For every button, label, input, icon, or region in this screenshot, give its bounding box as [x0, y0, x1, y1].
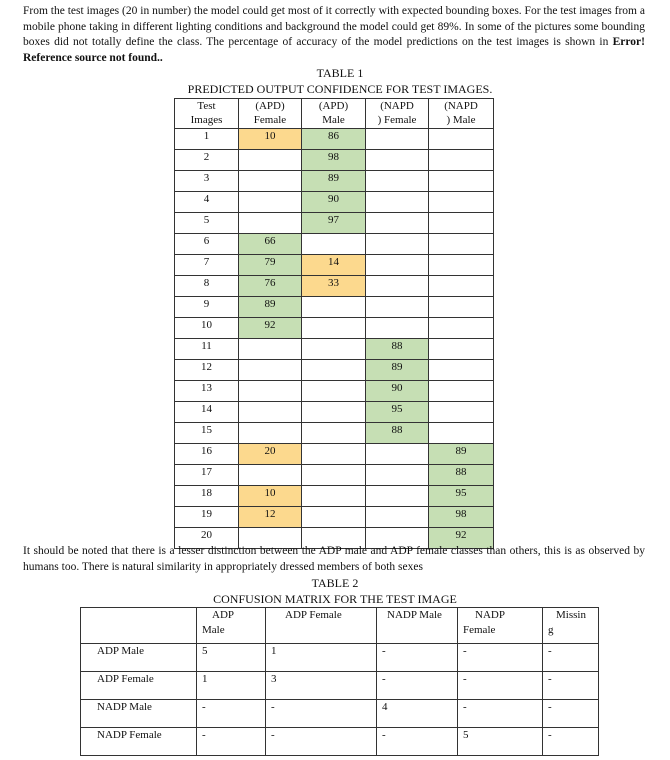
- cell-apd-female: 92: [239, 318, 302, 339]
- cell-apd-male: [302, 465, 366, 486]
- confidence-row: [175, 507, 494, 528]
- cell-test-image: 18: [175, 486, 239, 507]
- cell-napd-male: [429, 381, 494, 402]
- cell-napd-male: [429, 276, 494, 297]
- cell-napd-male: [429, 171, 494, 192]
- confidence-row: [175, 297, 494, 318]
- cell-test-image: 1: [175, 129, 239, 150]
- cell-adp-male: 5: [197, 644, 266, 672]
- cell-napd-female: [366, 255, 429, 276]
- cell-test-image: 8: [175, 276, 239, 297]
- cell-test-image: 12: [175, 360, 239, 381]
- table1-label: TABLE 1: [316, 66, 364, 80]
- confidence-row: [175, 276, 494, 297]
- cell-apd-male: 33: [302, 276, 366, 297]
- cell-adp-female: 1: [266, 644, 377, 672]
- cell-adp-male: 1: [197, 672, 266, 700]
- header-nadp-male: NADP Male: [377, 608, 458, 644]
- cell-apd-female: [239, 213, 302, 234]
- cell-napd-male: [429, 234, 494, 255]
- confusion-row: [81, 672, 599, 700]
- cell-apd-male: [302, 486, 366, 507]
- cell-apd-male: [302, 318, 366, 339]
- cell-apd-male: [302, 507, 366, 528]
- confidence-row: [175, 255, 494, 276]
- cell-test-image: 17: [175, 465, 239, 486]
- confidence-row: [175, 192, 494, 213]
- cell-apd-female: 66: [239, 234, 302, 255]
- cell-nadp-male: -: [377, 672, 458, 700]
- cell-napd-male: [429, 150, 494, 171]
- cell-apd-male: [302, 444, 366, 465]
- confidence-row: [175, 444, 494, 465]
- cell-napd-female: [366, 486, 429, 507]
- table2-label: TABLE 2: [311, 576, 359, 590]
- cell-apd-female: [239, 360, 302, 381]
- cell-apd-female: 10: [239, 129, 302, 150]
- cell-apd-female: 20: [239, 444, 302, 465]
- cell-test-image: 6: [175, 234, 239, 255]
- confusion-header-row: [81, 608, 599, 644]
- cell-test-image: 4: [175, 192, 239, 213]
- table2-title: CONFUSION MATRIX FOR THE TEST IMAGE: [213, 592, 457, 606]
- confidence-row: [175, 171, 494, 192]
- confidence-row: [175, 423, 494, 444]
- cell-test-image: 19: [175, 507, 239, 528]
- header-missing: Missin g: [543, 608, 599, 644]
- cell-apd-male: [302, 381, 366, 402]
- confidence-row: [175, 381, 494, 402]
- cell-apd-female: [239, 339, 302, 360]
- cell-apd-male: 14: [302, 255, 366, 276]
- cell-missing: -: [543, 644, 599, 672]
- confidence-row: [175, 318, 494, 339]
- cell-napd-male: [429, 192, 494, 213]
- cell-apd-male: [302, 297, 366, 318]
- cell-test-image: 3: [175, 171, 239, 192]
- confusion-row-label: NADP Female: [81, 728, 197, 756]
- confidence-row: [175, 402, 494, 423]
- cell-nadp-female: -: [458, 644, 543, 672]
- cell-apd-female: [239, 402, 302, 423]
- cell-apd-male: 86: [302, 129, 366, 150]
- header-apd-male: (APD) Male: [302, 99, 366, 129]
- confidence-row: [175, 360, 494, 381]
- confusion-row: [81, 644, 599, 672]
- cell-napd-female: [366, 276, 429, 297]
- cell-apd-female: 89: [239, 297, 302, 318]
- cell-adp-male: -: [197, 700, 266, 728]
- confusion-matrix-table: [80, 607, 599, 756]
- table1-title: PREDICTED OUTPUT CONFIDENCE FOR TEST IMAGES.: [187, 82, 493, 96]
- confusion-row-label: NADP Male: [81, 700, 197, 728]
- confidence-row: [175, 486, 494, 507]
- cell-missing: -: [543, 672, 599, 700]
- header-blank: [81, 608, 197, 644]
- cell-apd-male: [302, 402, 366, 423]
- cell-apd-female: 10: [239, 486, 302, 507]
- cell-napd-male: 92: [429, 528, 494, 549]
- cell-apd-female: [239, 381, 302, 402]
- cell-napd-female: 95: [366, 402, 429, 423]
- cell-apd-female: [239, 192, 302, 213]
- cell-nadp-male: 4: [377, 700, 458, 728]
- confidence-row: [175, 150, 494, 171]
- cell-adp-male: -: [197, 728, 266, 756]
- cell-test-image: 5: [175, 213, 239, 234]
- cell-test-image: 16: [175, 444, 239, 465]
- cell-napd-male: [429, 360, 494, 381]
- cell-nadp-female: -: [458, 672, 543, 700]
- cell-apd-male: 97: [302, 213, 366, 234]
- cell-apd-male: [302, 339, 366, 360]
- header-napd-male: (NAPD ) Male: [429, 99, 494, 129]
- header-adp-female: ADP Female: [266, 608, 377, 644]
- header-test-images: Test Images: [175, 99, 239, 129]
- cell-napd-female: [366, 129, 429, 150]
- cell-napd-female: 88: [366, 339, 429, 360]
- intro-end: .: [159, 51, 163, 64]
- cell-test-image: 10: [175, 318, 239, 339]
- cell-apd-male: 98: [302, 150, 366, 171]
- intro-text: From the test images (20 in number) the model could get most of it correctly with expected bounding boxes. For the test images from a mobile phone taking in different lighting conditions and background the model could get 89%. In some of the pictures some bounding boxes did not totally define the class. The percentage of accuracy of the model predictions on the test images is shown in: [23, 5, 645, 48]
- cell-napd-male: 88: [429, 465, 494, 486]
- cell-napd-female: [366, 318, 429, 339]
- confidence-table: [174, 98, 494, 549]
- cell-napd-female: [366, 297, 429, 318]
- cell-adp-female: -: [266, 700, 377, 728]
- confusion-row: [81, 728, 599, 756]
- confidence-row: [175, 234, 494, 255]
- header-adp-male: ADP Male: [197, 608, 266, 644]
- cell-napd-female: [366, 465, 429, 486]
- cell-test-image: 13: [175, 381, 239, 402]
- cell-test-image: 20: [175, 528, 239, 549]
- reference-error: Error! Reference source not found.: [23, 36, 645, 64]
- header-nadp-female: NADP Female: [458, 608, 543, 644]
- note-paragraph: It should be noted that there is a lesser distinction between the ADP male and ADP female classes than others, this is as observed by humans too. There is natural similarity in appropriately dressed members of both sexes: [23, 545, 645, 573]
- cell-napd-female: 89: [366, 360, 429, 381]
- cell-apd-female: 79: [239, 255, 302, 276]
- cell-test-image: 7: [175, 255, 239, 276]
- cell-napd-male: 95: [429, 486, 494, 507]
- cell-nadp-male: -: [377, 644, 458, 672]
- intro-paragraph: [23, 4, 645, 66]
- cell-apd-female: [239, 150, 302, 171]
- cell-napd-male: [429, 297, 494, 318]
- cell-apd-female: [239, 423, 302, 444]
- cell-apd-female: [239, 465, 302, 486]
- cell-napd-male: 89: [429, 444, 494, 465]
- cell-apd-female: 76: [239, 276, 302, 297]
- cell-test-image: 15: [175, 423, 239, 444]
- cell-napd-male: [429, 318, 494, 339]
- cell-apd-male: [302, 423, 366, 444]
- cell-napd-female: [366, 234, 429, 255]
- confidence-row: [175, 213, 494, 234]
- confidence-row: [175, 465, 494, 486]
- cell-test-image: 14: [175, 402, 239, 423]
- cell-nadp-female: 5: [458, 728, 543, 756]
- cell-napd-male: [429, 339, 494, 360]
- cell-apd-female: [239, 171, 302, 192]
- cell-napd-female: [366, 171, 429, 192]
- cell-missing: -: [543, 700, 599, 728]
- cell-apd-male: 90: [302, 192, 366, 213]
- confusion-row: [81, 700, 599, 728]
- confidence-row: [175, 129, 494, 150]
- cell-napd-male: [429, 213, 494, 234]
- header-napd-female: (NAPD ) Female: [366, 99, 429, 129]
- cell-napd-female: [366, 444, 429, 465]
- header-apd-female: (APD) Female: [239, 99, 302, 129]
- confusion-row-label: ADP Female: [81, 672, 197, 700]
- cell-napd-female: 90: [366, 381, 429, 402]
- cell-test-image: 11: [175, 339, 239, 360]
- cell-napd-male: [429, 423, 494, 444]
- cell-napd-male: [429, 402, 494, 423]
- cell-napd-female: 88: [366, 423, 429, 444]
- cell-napd-female: [366, 213, 429, 234]
- cell-apd-female: 12: [239, 507, 302, 528]
- cell-adp-female: -: [266, 728, 377, 756]
- cell-nadp-male: -: [377, 728, 458, 756]
- confidence-row: [175, 339, 494, 360]
- cell-napd-male: [429, 129, 494, 150]
- cell-adp-female: 3: [266, 672, 377, 700]
- confidence-header-row: [175, 99, 494, 129]
- cell-apd-male: [302, 234, 366, 255]
- cell-test-image: 2: [175, 150, 239, 171]
- cell-napd-female: [366, 150, 429, 171]
- cell-missing: -: [543, 728, 599, 756]
- confusion-row-label: ADP Male: [81, 644, 197, 672]
- cell-apd-male: 89: [302, 171, 366, 192]
- cell-napd-female: [366, 192, 429, 213]
- cell-nadp-female: -: [458, 700, 543, 728]
- cell-napd-female: [366, 507, 429, 528]
- cell-test-image: 9: [175, 297, 239, 318]
- cell-apd-male: [302, 360, 366, 381]
- cell-napd-male: [429, 255, 494, 276]
- cell-napd-male: 98: [429, 507, 494, 528]
